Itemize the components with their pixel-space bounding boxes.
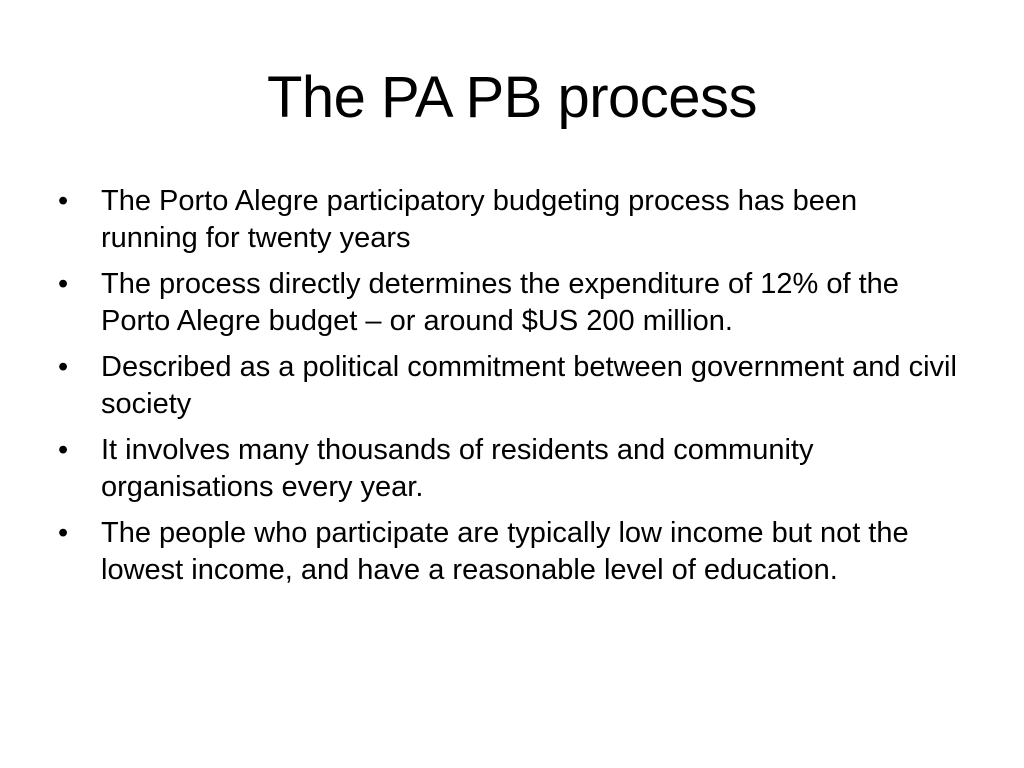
bullet-icon: • [58, 517, 69, 549]
list-item [58, 515, 958, 589]
bullet-icon: • [58, 351, 69, 383]
bullet-icon: • [58, 268, 69, 300]
bullet-text: The process directly determines the expenditure of 12% of the Porto Alegre budget – or around $US 200 million. [101, 268, 899, 337]
list-item [58, 432, 958, 506]
list-item [58, 183, 958, 257]
bullet-text: The Porto Alegre participatory budgeting process has been running for twenty years [101, 185, 858, 254]
bullet-icon: • [58, 434, 69, 466]
bullet-text: Described as a political commitment between government and civil society [101, 351, 957, 420]
list-item [58, 349, 958, 423]
slide-title: The PA PB process [266, 65, 758, 130]
bullet-icon: • [58, 185, 69, 217]
bullet-list [58, 183, 958, 598]
list-item [58, 266, 958, 340]
bullet-text: The people who participate are typically low income but not the lowest income, and have a reasonable level of education. [101, 517, 909, 586]
bullet-text: It involves many thousands of residents and community organisations every year. [101, 434, 814, 503]
